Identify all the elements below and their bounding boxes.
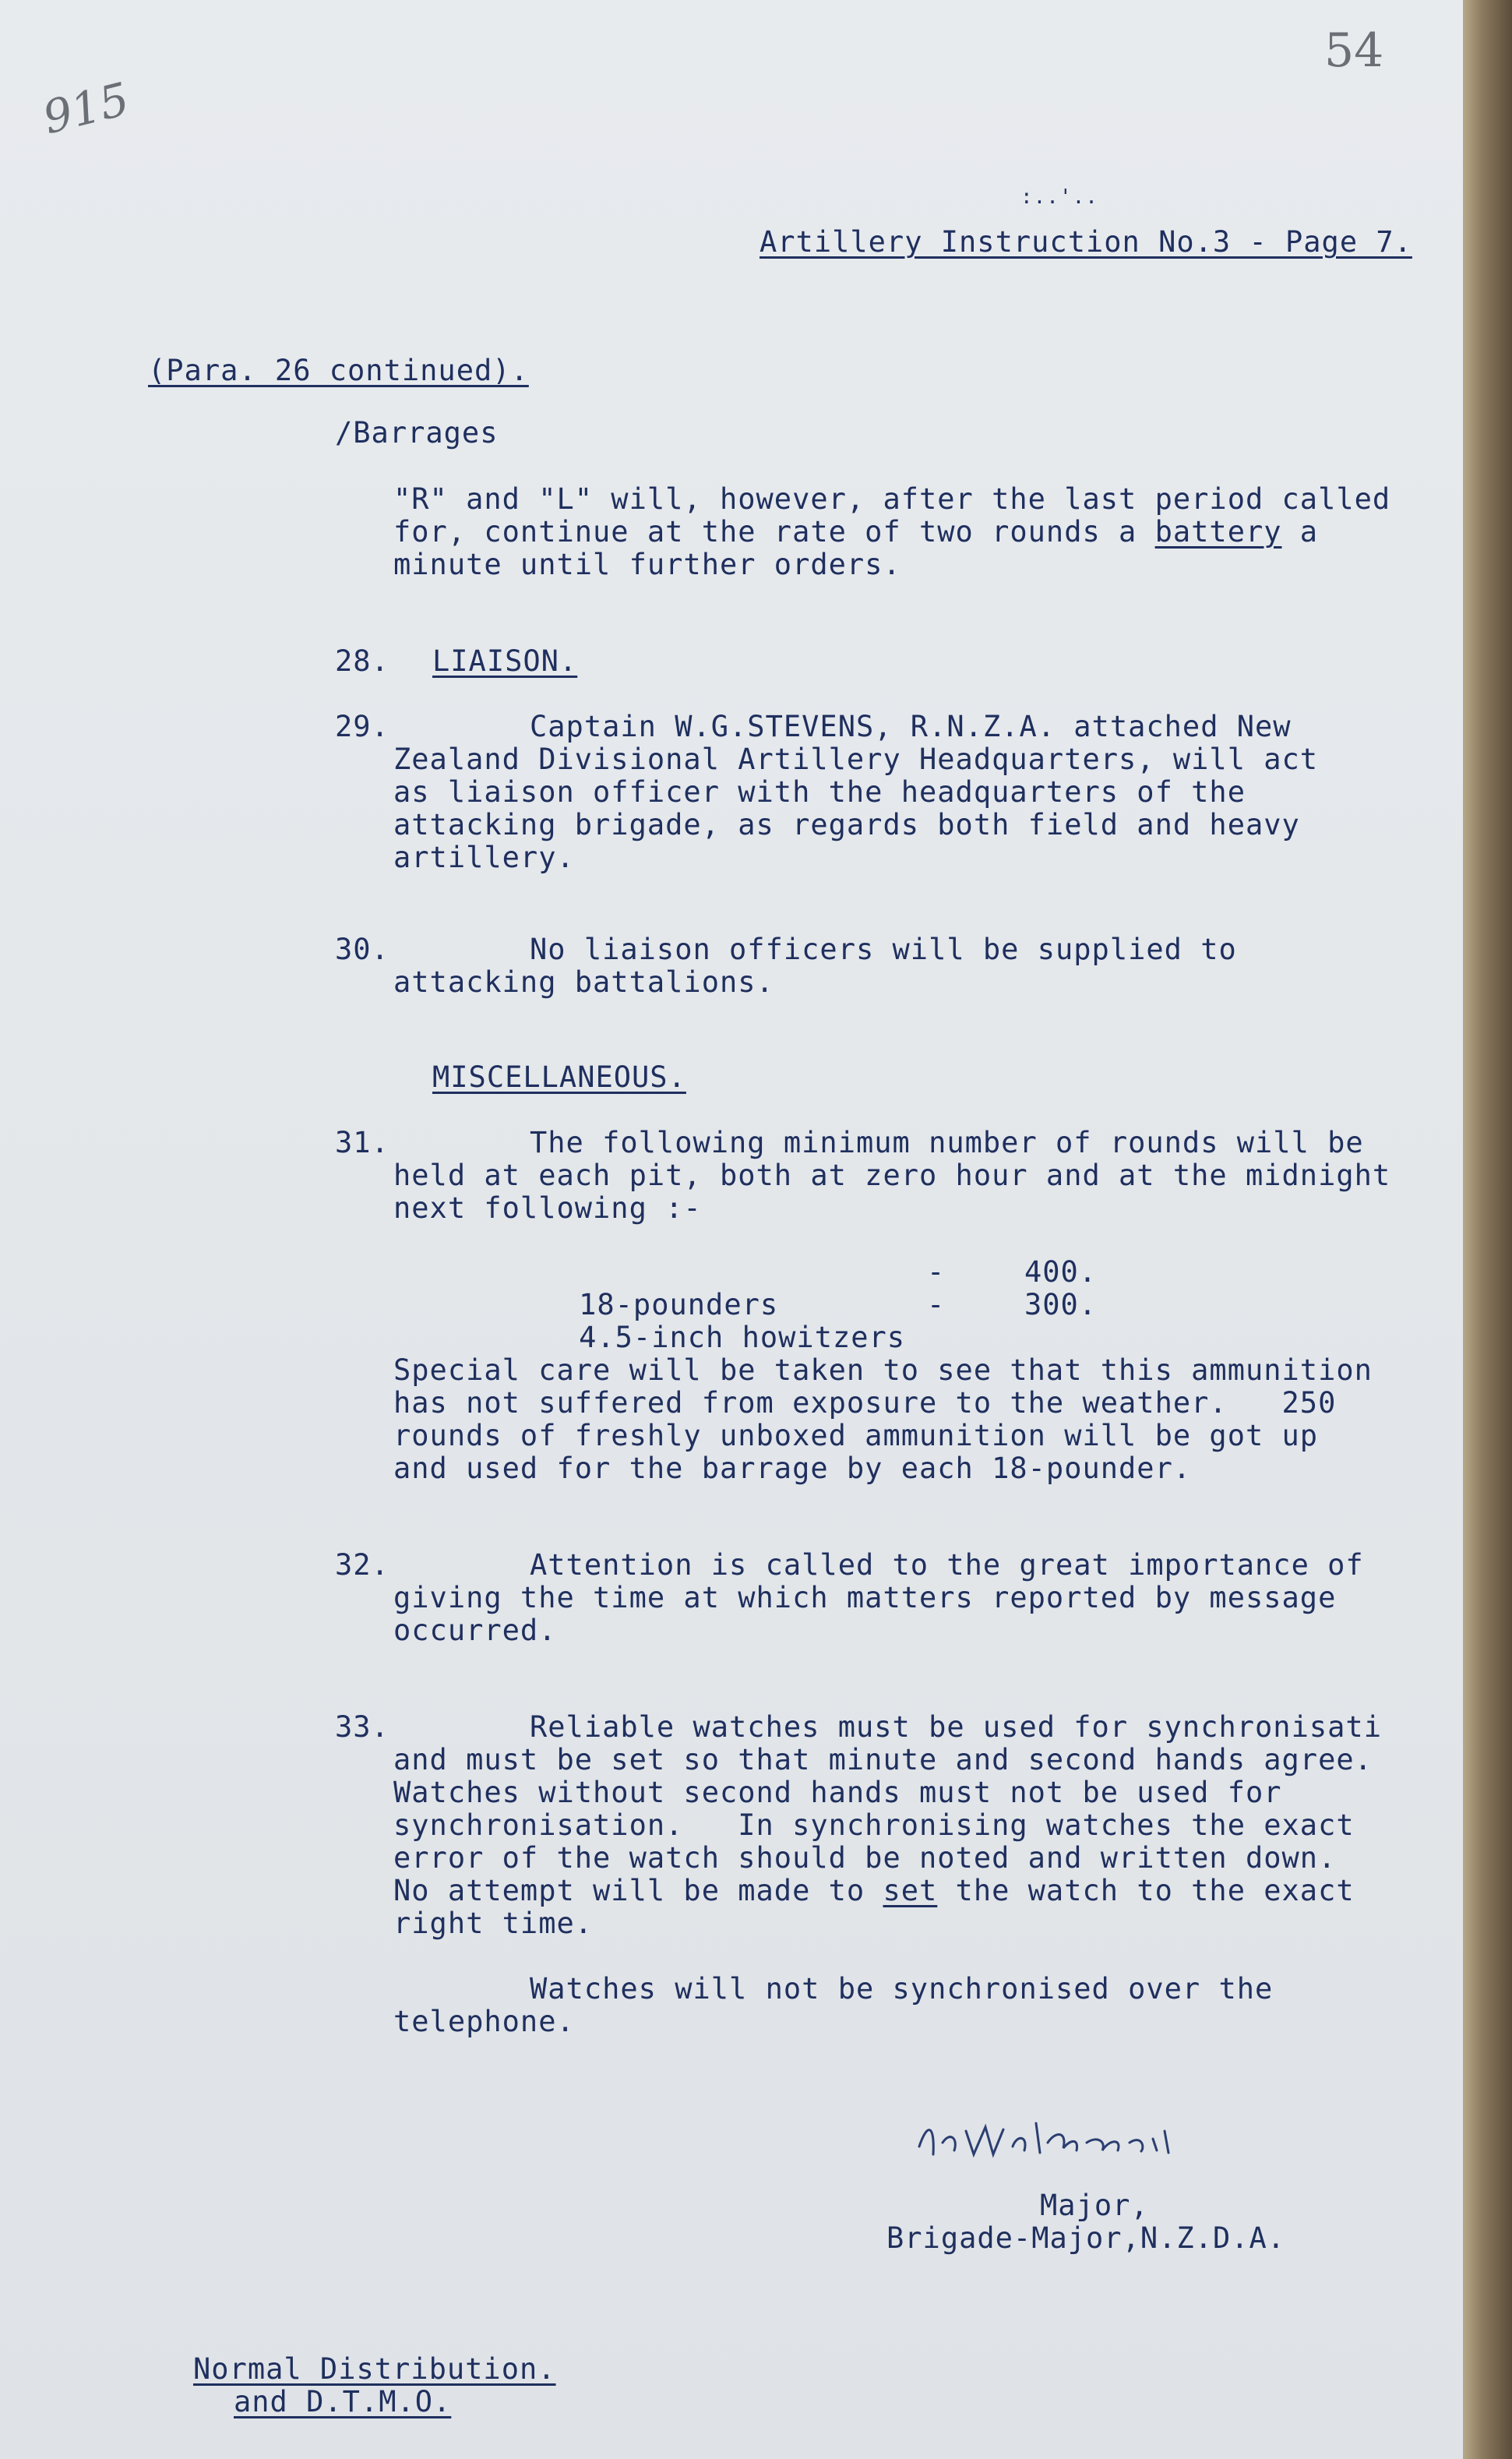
underlined-set: set	[883, 1874, 938, 1907]
section-title-liaison: LIAISON.	[432, 644, 578, 678]
page-title: Artillery Instruction No.3 - Page 7.	[760, 225, 1412, 259]
table-row: 4.5-inch howitzers	[579, 1321, 906, 1354]
underlined-battery: battery	[1154, 515, 1282, 549]
distribution-line-2: and D.T.M.O.	[234, 2385, 452, 2418]
handwritten-signature	[911, 2100, 1207, 2170]
table-row: 18-pounders	[579, 1288, 779, 1321]
distribution-line-1: Normal Distribution.	[193, 2352, 556, 2386]
para32-number: 32.	[335, 1548, 389, 1582]
folio-pencil: 915	[37, 72, 135, 145]
para31-number: 31.	[335, 1126, 389, 1159]
para29-number: 29.	[335, 710, 389, 743]
para30-number: 30.	[335, 933, 389, 966]
para33-number: 33.	[335, 1710, 389, 1744]
header-dots: :..'..	[1020, 185, 1098, 209]
barrages-heading: /Barrages	[335, 416, 499, 450]
section-title-miscellaneous: MISCELLANEOUS.	[432, 1060, 686, 1094]
signature-title: Brigade-Major,N.Z.D.A.	[886, 2221, 1286, 2255]
signature-rank: Major,	[1040, 2189, 1149, 2222]
page-edge	[1463, 0, 1512, 2459]
barrages-slash: /	[335, 416, 354, 450]
para-continued: (Para. 26 continued).	[148, 354, 529, 387]
section-number-liaison: 28.	[335, 644, 389, 678]
page-number-stamp: 54	[1324, 23, 1384, 78]
